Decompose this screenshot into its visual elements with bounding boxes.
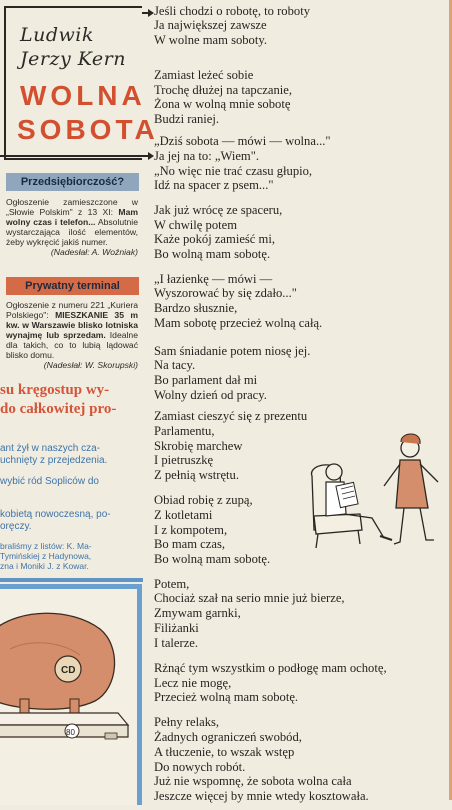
pig-on-scale-illustration xyxy=(0,589,137,805)
poem-line: Już nie wspomnę, że sobota wolna cała xyxy=(154,774,352,788)
man-head xyxy=(326,464,342,480)
scale-dial-label: 80 xyxy=(66,728,75,737)
poem-line: Ja największej zawsze xyxy=(154,18,267,32)
poem-line: Filiżanki xyxy=(154,621,199,635)
poem-line: Rżnąć tym wszystkim o podłogę mam ochotę, xyxy=(154,661,387,675)
poem-line: Sam śniadanie potem niosę jej. xyxy=(154,344,311,358)
poem-line: Żona w wolną mnie sobotę xyxy=(154,97,291,111)
box2-bold: MIESZKANIE 35 m kw. w Warszawie blisko lotniska wynajmę lub sprzedam. xyxy=(6,310,138,340)
poem-line: Bardzo słusznie, xyxy=(154,301,238,315)
cut-headline-line2: do całkowitej pro- xyxy=(0,401,117,417)
cut-text-line: uchnięty z przejedzenia. xyxy=(0,455,108,466)
box2-rest: Idealne dla takich, co to lubią lądować blisko domu. xyxy=(6,330,138,360)
cut-text-line: oręczy. xyxy=(0,521,32,532)
author-last-name: Jerzy Kern xyxy=(20,48,126,70)
poem-line: Wyszorować by się zdało..." xyxy=(154,286,297,300)
poem-line: „Dziś sobota — mówi — wolna..." xyxy=(154,134,331,148)
cut-credits-line: zna i Moniki J. z Kowar. xyxy=(0,561,89,571)
poem-line: Przecież wolną mam sobotę. xyxy=(154,690,299,704)
poem-line: Zamiast leżeć sobie xyxy=(154,68,254,82)
poem-line: Zmywam garnki, xyxy=(154,606,241,620)
box1-heading: Przedsiębiorczość? xyxy=(6,173,139,191)
poem-line: Bo wolną mam sobotę. xyxy=(154,247,271,261)
poem-line: Każe pokój zamieść mi, xyxy=(154,232,275,246)
poem-line: Potem, xyxy=(154,577,190,591)
box2-source: (Nadesłał: W. Skorupski) xyxy=(43,360,138,370)
left-column xyxy=(0,0,159,800)
poem-line: Wolny dzień od pracy. xyxy=(154,388,267,402)
cut-credits-line: Tymińskiej z Hadynowa, xyxy=(0,551,92,561)
box1-intro: Ogłoszenie zamieszczone w „Słowie Polskim" z 13 XI: xyxy=(6,197,138,217)
cut-headline-line1: su kręgostup wy- xyxy=(0,382,110,398)
poem-line: Ja jej na to: „Wiem". xyxy=(154,149,259,163)
newspaper-icon xyxy=(336,482,358,507)
poem-line: Idź na spacer z psem..." xyxy=(154,178,274,192)
cartoon-frame xyxy=(0,584,142,805)
poem-line: Na tacy. xyxy=(154,358,196,372)
poem-line: „No więc nie trać czasu głupio, xyxy=(154,164,313,178)
poem-line: Jeszcze więcej by mnie wtedy kosztowała. xyxy=(154,789,369,803)
poem-line: Żadnych ograniczeń swobód, xyxy=(154,730,302,744)
box1-source: (Nadesłał: A. Woźniak) xyxy=(50,247,138,257)
poem-line: Pełny relaks, xyxy=(154,715,220,729)
poem-line: I pietruszkę xyxy=(154,453,214,467)
cut-credits-line: braliśmy z listów: K. Ma- xyxy=(0,541,92,551)
poem-line: Obiad robię z zupą, xyxy=(154,493,253,507)
scale-top xyxy=(0,713,128,725)
poem-line: Jak już wrócę ze spaceru, xyxy=(154,203,283,217)
poem-line: Zamiast cieszyć się z prezentu xyxy=(154,409,308,423)
poem-line: Bo parlament dał mi xyxy=(154,373,258,387)
poem-line: W chwilę potem xyxy=(154,218,238,232)
cut-text-line: kobietą nowoczesną, po- xyxy=(0,509,111,520)
box1-rest: Absolutnie wystarczająca ilość elementów, żeby wykręcić jakiś numer. xyxy=(6,217,138,247)
poem-line: Skrobię marchew xyxy=(154,439,243,453)
poem-line: Trochę dłużej na tapczanie, xyxy=(154,83,293,97)
poem-line: Budzi raniej. xyxy=(154,112,220,126)
poem-line: Jeśli chodzi o robotę, to roboty xyxy=(154,4,310,18)
poem-line: Bo wolną mam sobotę. xyxy=(154,552,271,566)
poem-line: Do nowych robót. xyxy=(154,760,246,774)
poem-line: Z kotletami xyxy=(154,508,213,522)
author-first-name: Ludwik xyxy=(20,24,94,46)
pointer-line-bottom xyxy=(0,155,150,157)
poem-line: Parlamentu, xyxy=(154,424,215,438)
poem-line: I z kompotem, xyxy=(154,523,228,537)
poem-line: Mam sobotę przecież wolną całą. xyxy=(154,316,323,330)
scale-foot xyxy=(105,733,117,739)
box1-notice xyxy=(6,197,138,257)
poem-line: Bo mam czas, xyxy=(154,537,225,551)
poem-line: W wolne mam soboty. xyxy=(154,33,267,47)
box2-heading: Prywatny terminal xyxy=(6,277,139,295)
poem-line: Lecz nie mogę, xyxy=(154,676,232,690)
woman-leg xyxy=(420,508,434,540)
poem-line: A tłuczenie, to wszak wstęp xyxy=(154,745,295,759)
poem-line: Chociaż szał na serio mnie już bierze, xyxy=(154,591,345,605)
pig-leg xyxy=(20,699,29,713)
woman-leg xyxy=(394,508,404,544)
box2-intro: Ogłoszenie z numeru 221 „Kuriera Polskiego": xyxy=(6,300,138,320)
article-title-line2: SOBOTA xyxy=(17,114,159,145)
poem-line: I talerze. xyxy=(154,636,199,650)
armchair-seat xyxy=(314,514,362,534)
box1-bold: Mam wolny czas i telefon... xyxy=(6,207,139,227)
pig-leg xyxy=(70,699,79,713)
cut-text-line: ant żył w naszych cza- xyxy=(0,443,101,454)
poem-line: Z pełnią wstrętu. xyxy=(154,468,239,482)
cut-text-line: wybić ród Sopliców do xyxy=(0,476,99,487)
couple-cartoon-illustration xyxy=(300,426,450,566)
blue-divider xyxy=(0,578,143,582)
box2-notice xyxy=(6,300,138,370)
poem-line: „I łazienkę — mówi — xyxy=(154,272,273,286)
cd-label: CD xyxy=(61,665,76,676)
article-title-line1: WOLNA xyxy=(20,80,146,111)
